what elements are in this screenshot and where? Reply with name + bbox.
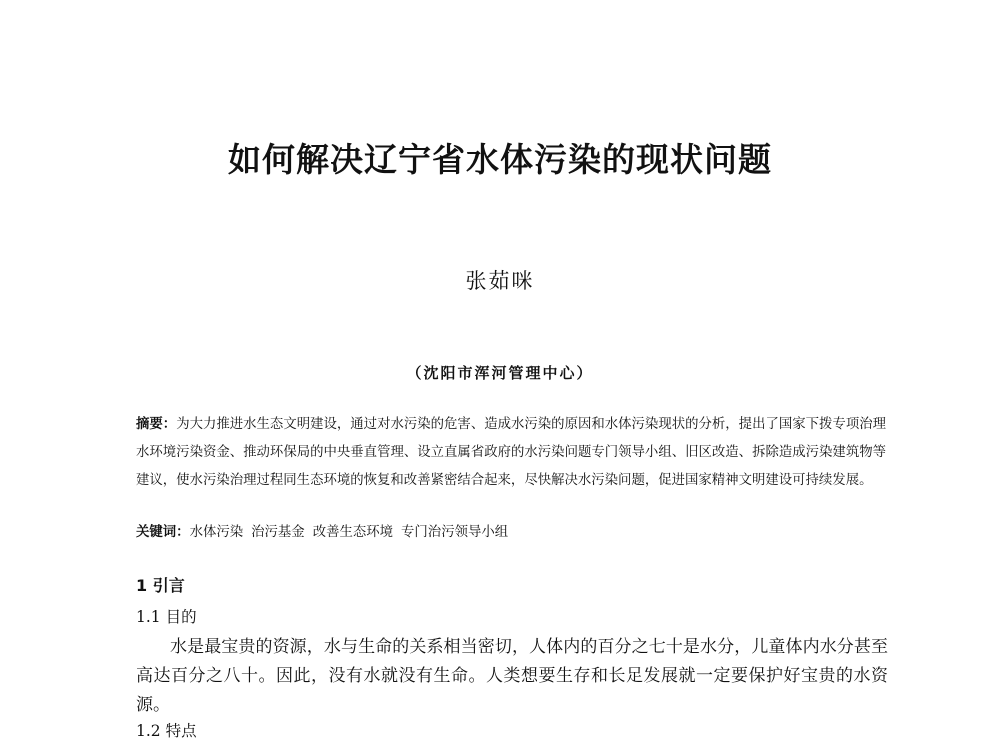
body-paragraph: 水是最宝贵的资源，水与生命的关系相当密切，人体内的百分之七十是水分，儿童体内水分甚至高达百分之八十。因此，没有水就没有生命。人类想要生存和长足发展就一定要保护好宝贵的水资源。	[136, 637, 888, 715]
abstract-label: 摘要：	[136, 416, 177, 432]
keyword-item: 治污基金	[251, 525, 305, 540]
subsection-heading-features: 1.2 特点	[136, 722, 197, 740]
subsection-heading-purpose: 1.1 目的	[136, 608, 197, 626]
author-name: 张茹咪	[465, 269, 535, 293]
keywords-block	[136, 520, 886, 545]
section-heading-introduction: 1 引言	[136, 576, 185, 595]
abstract-block	[136, 410, 886, 495]
keyword-item: 水体污染	[189, 525, 244, 540]
abstract-text: 为大力推进水生态文明建设，通过对水污染的危害、造成水污染的原因和水体污染现状的分析，提出了国家下拨专项治理水环境污染资金、推动环保局的中央垂直管理、设立直属省政府的水污染问题专门领导小组、旧区改造、拆除造成污染建筑物等建议，使水污染治理过程同生态环境的恢复和改善紧密结合起来，尽快解决水污染问题，促进国家精神文明建设可持续发展。	[136, 417, 887, 488]
author-affiliation: （沈阳市浑河管理中心）	[406, 364, 594, 382]
keywords-label: 关键词：	[136, 524, 190, 540]
keyword-item: 专门治污领导小组	[401, 525, 509, 540]
keyword-item: 改善生态环境	[312, 525, 394, 540]
paper-title: 如何解决辽宁省水体污染的现状问题	[228, 140, 772, 179]
